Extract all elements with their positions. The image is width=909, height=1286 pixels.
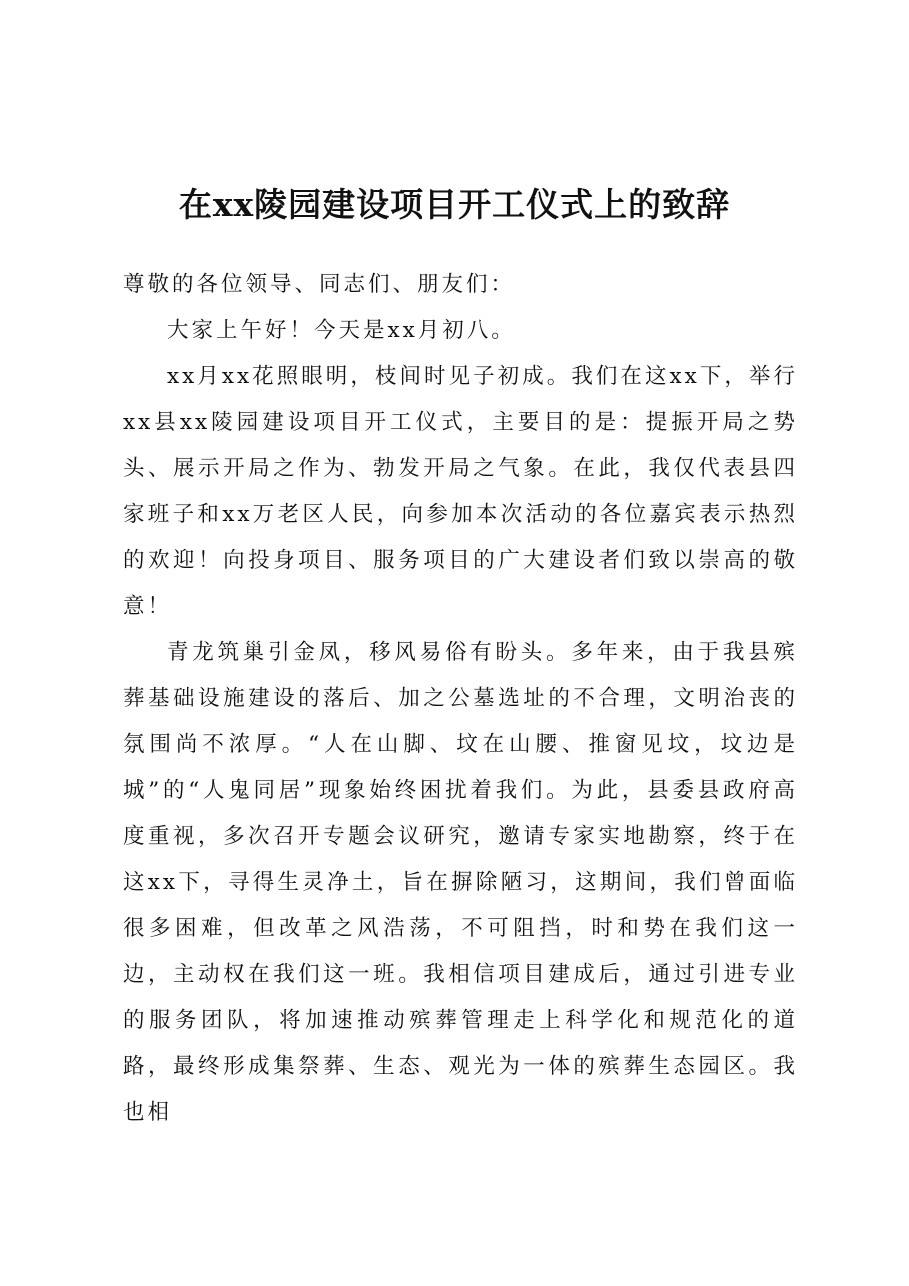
paragraph-opening: xx月xx花照眼明，枝间时见子初成。我们在这xx下，举行xx县xx陵园建设项目开工仪式，主要目的是：提振开局之势头、展示开局之作为、勃发开局之气象。在此，我仅代表县四家班子和xx万老区人民，向参加本次活动的各位嘉宾表示热烈的欢迎！向投身项目、服务项目的广大建设者们致以崇高的敬意！ <box>123 364 798 619</box>
salutation: 尊敬的各位领导、同志们、朋友们： <box>123 272 516 297</box>
document-body <box>123 262 798 1136</box>
paragraph-greeting: 大家上午好！今天是xx月初八。 <box>167 318 516 343</box>
document-title: 在xx陵园建设项目开工仪式上的致辞 <box>178 185 731 224</box>
paragraph-background: 青龙筑巢引金凤，移风易俗有盼头。多年来，由于我县殡葬基础设施建设的落后、加之公墓选址的不合理，文明治丧的氛围尚不浓厚。“人在山脚、坟在山腰、推窗见坟，坟边是城”的“人鬼同居”现象始终困扰着我们。为此，县委县政府高度重视，多次召开专题会议研究，邀请专家实地勘察，终于在这xx下，寻得生灵净土，旨在摒除陋习，这期间，我们曾面临很多困难，但改革之风浩荡，不可阻挡，时和势在我们这一边，主动权在我们这一班。我相信项目建成后，通过引进专业的服务团队，将加速推动殡葬管理走上科学化和规范化的道路，最终形成集祭葬、生态、观光为一体的殡葬生态园区。我也相 <box>123 640 798 1125</box>
